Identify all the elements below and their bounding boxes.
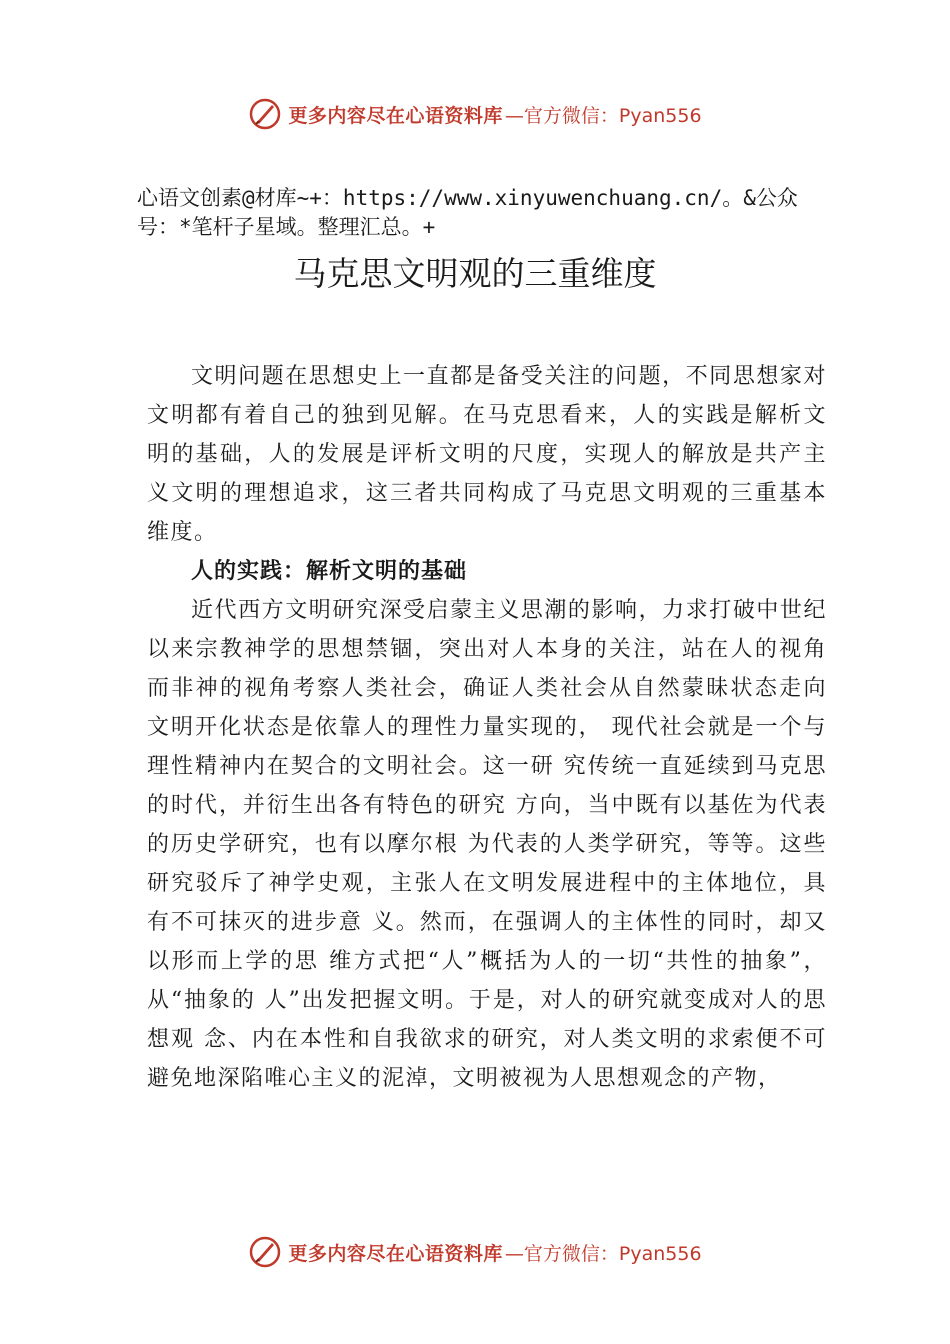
section-heading: 人的实践：解析文明的基础 <box>191 559 468 584</box>
intro-paragraph: 文明问题在思想史上一直都是备受关注的问题，不同思想家对文明都有着自己的独到见解。在马克思看来，人的实践是解析文明的基础，人的发展是评析文明的尺度，实现人的解放是共产主义文明的理想追求，这三者共同构成了马克思文明观的三重基本维度。 <box>147 364 827 545</box>
header-banner <box>0 94 950 134</box>
banner-brand-text: 更多内容尽在心语资料库 <box>288 104 503 127</box>
section-paragraph: 近代西方文明研究深受启蒙主义思潮的影响，力求打破中世纪以来宗教神学的思想禁锢，突出对人本身的关注，站在人的视角而非神的视角考察人类社会，确证人类社会从自然蒙昧状态走向文明开化状态是依靠人的理性力量实现的， 现代社会就是一个与理性精神内在契合的文明社会。这一研 究传统一直延续到马克思的时代，并衍生出各有特色的研究 方向，当中既有以基佐为代表的历史学研究，也有以摩尔根 为代表的人类学研究，等等。这些研究驳斥了神学史观，主张人在文明发展进程中的主体地位，具有不可抹灭的进步意 义。然而，在强调人的主体性的同时，却又以形而上学的思 维方式把“人”概括为人的一切“共性的抽象”，从“抽象的 人”出发把握文明。于是，对人的研究就变成对人的思想观 念、内在本性和自我欲求的研究，对人类文明的求索便不可 避免地深陷唯心主义的泥淖，文明被视为人思想观念的产物， <box>147 598 827 1091</box>
banner-brand-text: 更多内容尽在心语资料库 <box>288 1242 503 1265</box>
source-line: 心语文创素@材库~+：https://www.xinyuwenchuang.cn/。&公众号：*笔杆子星域。整理汇总。+ <box>137 186 798 239</box>
document-body <box>147 357 827 1098</box>
quill-logo-icon <box>248 97 282 131</box>
banner-wechat-text: —官方微信：Pyan556 <box>504 104 702 127</box>
footer-banner <box>0 1232 950 1272</box>
quill-logo-icon <box>248 1235 282 1269</box>
document-title: 马克思文明观的三重维度 <box>293 254 657 293</box>
banner-wechat-text: —官方微信：Pyan556 <box>504 1242 702 1265</box>
